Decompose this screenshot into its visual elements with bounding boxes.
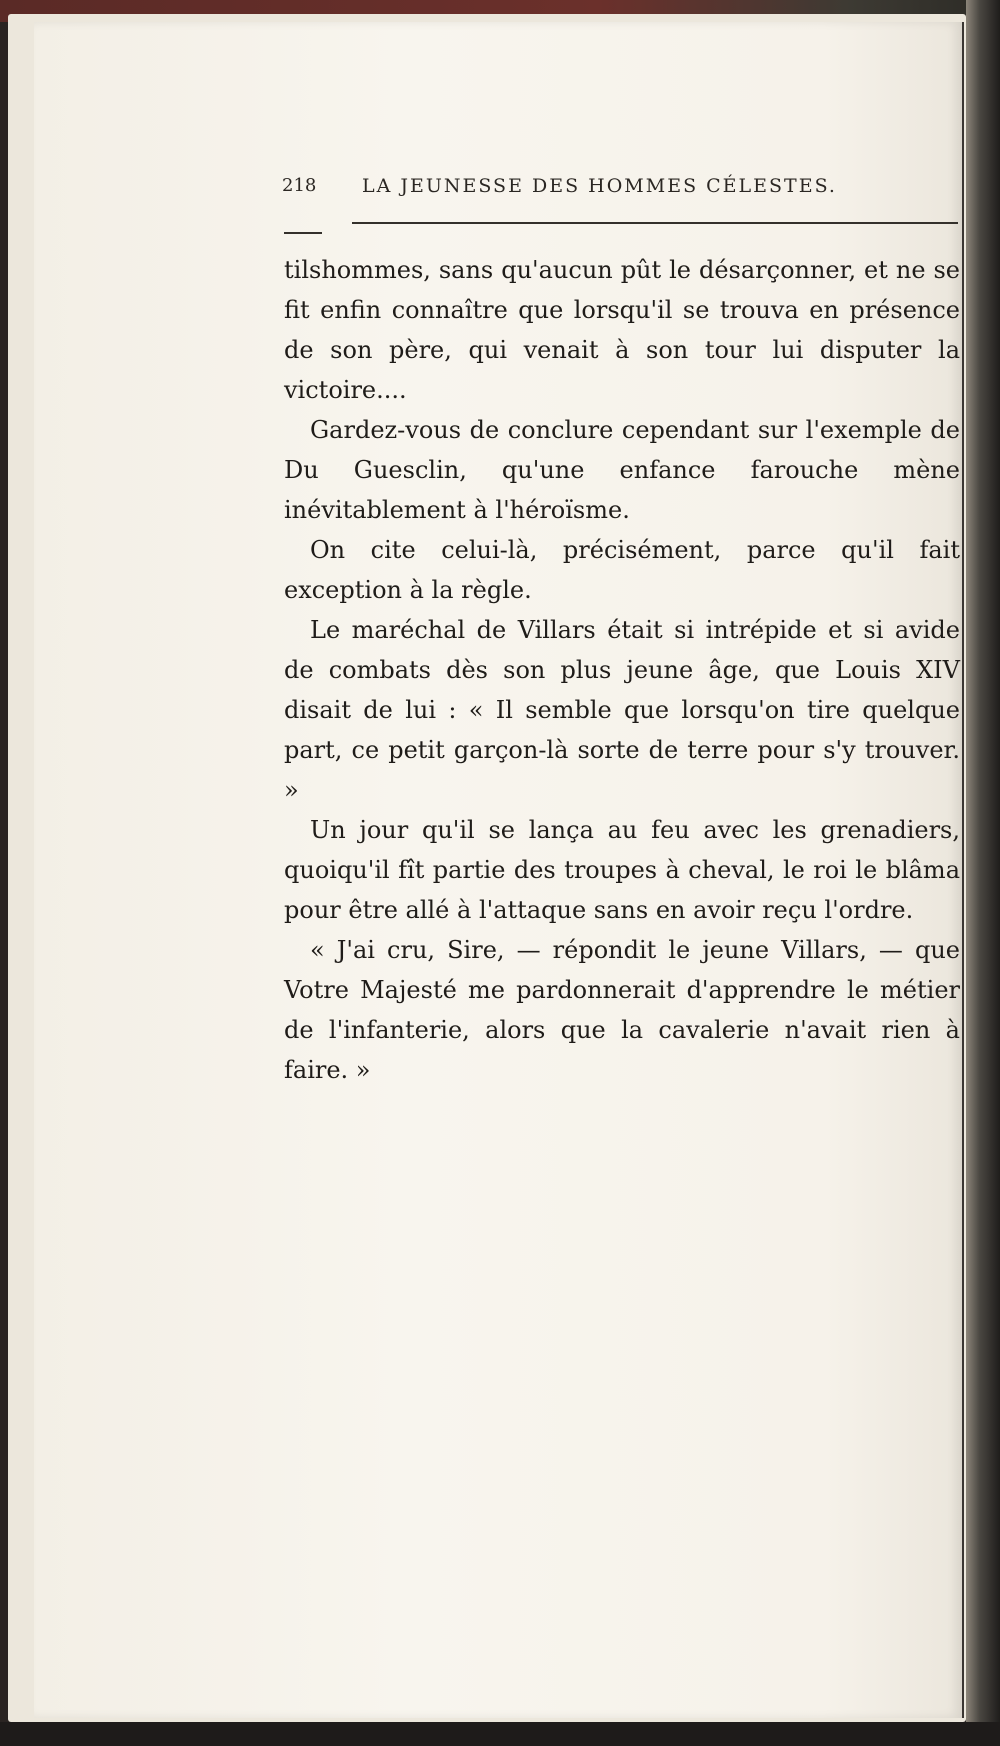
paragraph: On cite celui-là, précisément, parce qu'il fait exception à la règle. xyxy=(284,536,960,604)
body-text xyxy=(284,250,960,1090)
book-binding-bottom xyxy=(0,1722,1000,1746)
paragraph: Un jour qu'il se lança au feu avec les grenadiers, quoiqu'il fît partie des troupes à cheval, le roi le blâma pour être allé à l'attaque sans en avoir reçu l'ordre. xyxy=(284,816,960,924)
page-header xyxy=(248,175,860,205)
book-binding-right xyxy=(966,0,1000,1746)
paragraph: Gardez-vous de conclure cependant sur l'exemple de Du Guesclin, qu'une enfance farouche mène inévitablement à l'héroïsme. xyxy=(284,416,960,524)
header-rule-long xyxy=(352,222,958,224)
paragraph: Le maréchal de Villars était si intrépide et si avide de combats dès son plus jeune âge, que Louis XIV disait de lui : « Il semble que lorsqu'on tire quelque part, ce petit garçon-là sorte de terre pour s'y trouver. » xyxy=(284,616,960,804)
header-rule-short xyxy=(284,232,322,234)
paragraph-continuation: tilshommes, sans qu'aucun pût le désarçonner, et ne se fit enfin connaître que lorsqu'il se trouva en présence de son père, qui venait à son tour lui disputer la victoire.... xyxy=(284,256,960,404)
paragraph: « J'ai cru, Sire, — répondit le jeune Villars, — que Votre Majesté me pardonnerait d'apprendre le métier de l'infanterie, alors que la cavalerie n'avait rien à faire. » xyxy=(284,936,960,1084)
page-fold-edge xyxy=(962,22,964,1718)
running-title: LA JEUNESSE DES HOMMES CÉLESTES. xyxy=(362,175,837,197)
page-number: 218 xyxy=(282,175,317,196)
